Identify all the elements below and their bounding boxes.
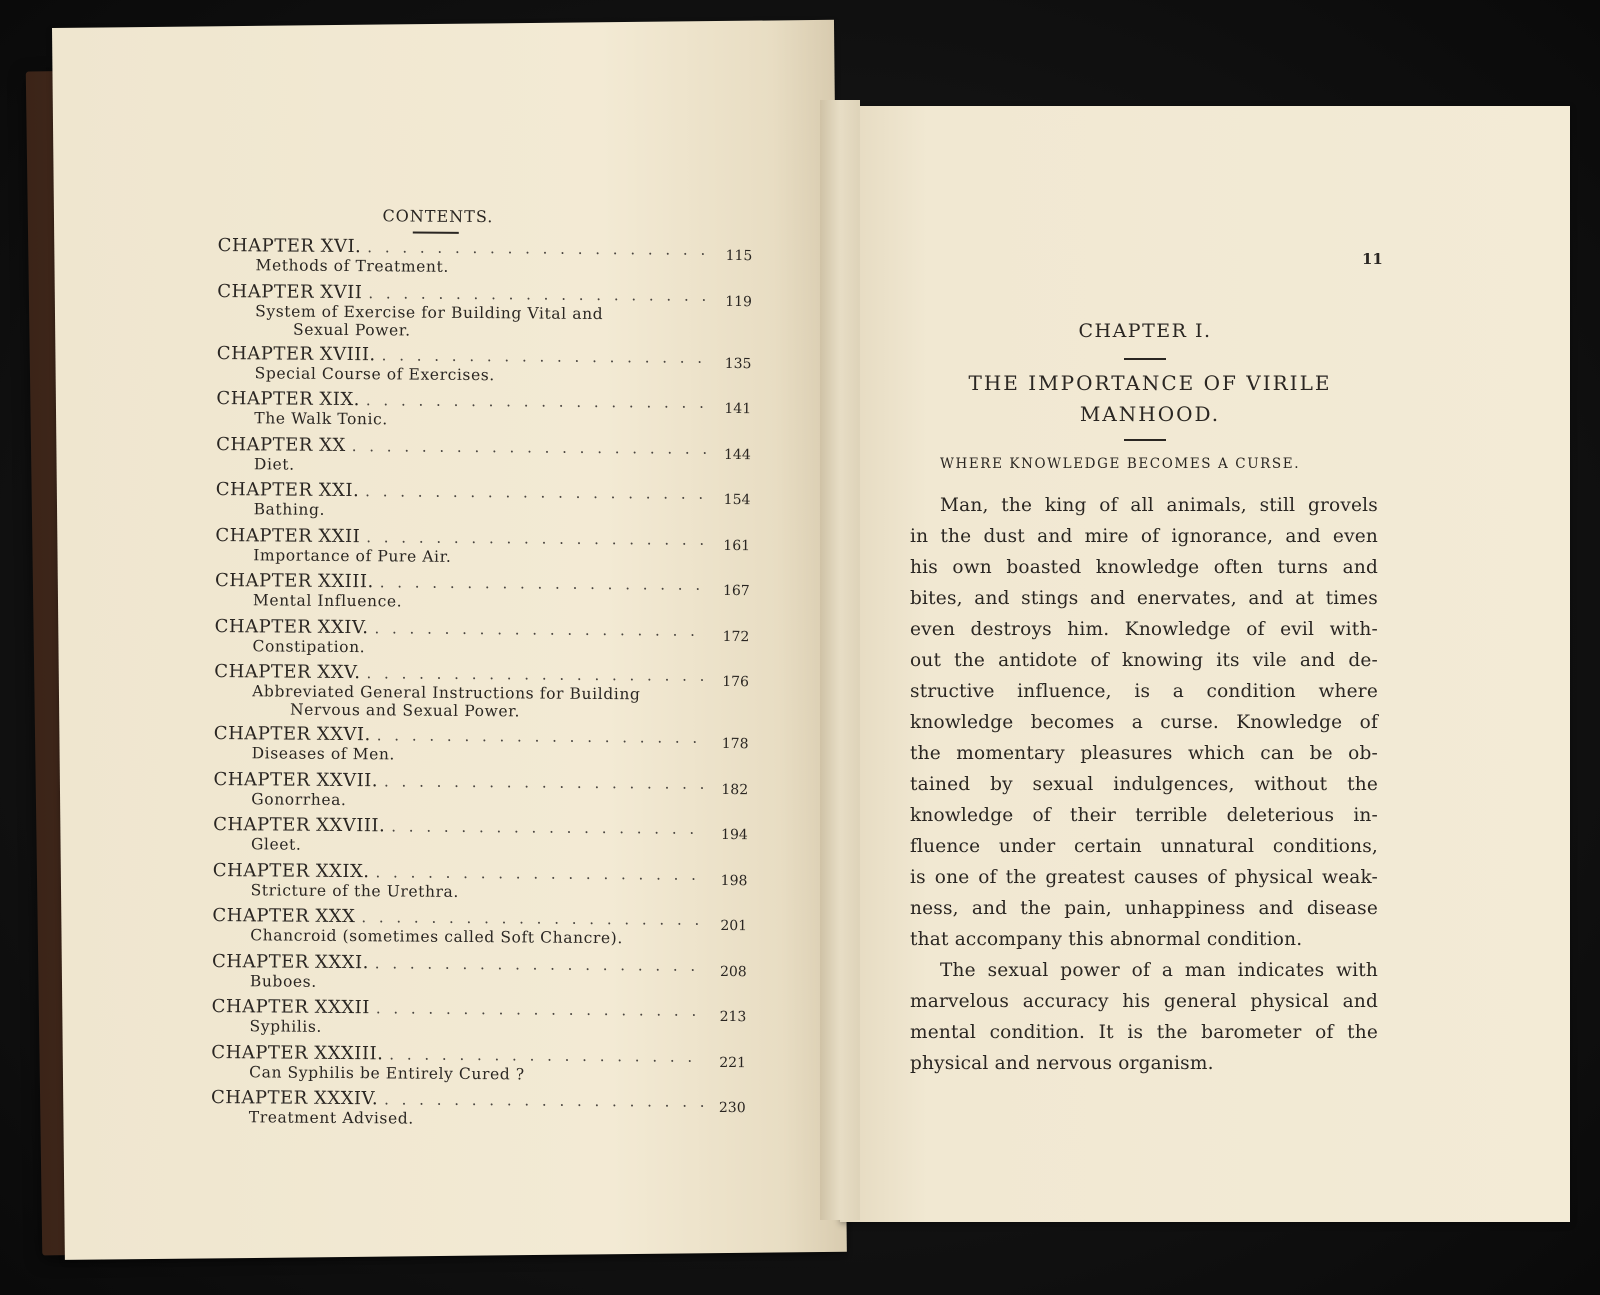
toc-page-number: 230 — [718, 1099, 746, 1117]
toc-entry — [214, 660, 750, 728]
toc-chapter-label: CHAPTER XIX. — [216, 387, 361, 411]
body-line: physical and nervous organism. — [910, 1053, 1214, 1074]
body-line: in the dust and mire of ignorance, and even — [910, 526, 1378, 547]
toc-chapter-label: CHAPTER XVII — [217, 280, 363, 303]
toc-entry — [214, 569, 750, 620]
body-line: out the antidote of knowing its vile and de- — [910, 650, 1378, 671]
toc-chapter-title: Methods of Treatment. — [255, 256, 449, 276]
toc-entry — [216, 433, 751, 483]
toc-chapter-title: Importance of Pure Air. — [253, 545, 452, 566]
toc-chapter-title: Can Syphilis be Entirely Cured ? — [249, 1062, 525, 1083]
body-line: mental condition. It is the barometer of the — [910, 1022, 1378, 1043]
toc-chapter-title: Mental Influence. — [252, 591, 403, 611]
toc-chapter-title: Stricture of the Urethra. — [250, 880, 460, 901]
toc-chapter-title: Gonorrhea. — [251, 789, 347, 809]
body-line: knowledge of their terrible deleterious in- — [910, 805, 1378, 826]
toc-entry — [215, 478, 751, 529]
toc-chapter-label: CHAPTER XXI. — [215, 478, 360, 502]
toc-chapter-title: Diet. — [253, 454, 295, 474]
body-line: structive influence, is a condition where — [910, 681, 1378, 702]
contents-heading: CONTENTS. — [382, 206, 494, 227]
toc-page-number: 178 — [721, 735, 749, 753]
toc-entry — [212, 904, 748, 955]
toc-chapter-title: Syphilis. — [249, 1017, 323, 1036]
body-line: knowledge becomes a curse. Knowledge of — [910, 712, 1378, 733]
toc-entry — [217, 280, 753, 347]
toc-leader-dots — [376, 998, 706, 1021]
toc-page-number: 208 — [719, 963, 747, 980]
toc-chapter-label: CHAPTER XXVI. — [213, 722, 371, 746]
toc-entry — [217, 234, 753, 285]
toc-leader-dots — [366, 390, 711, 413]
heading-rule — [413, 232, 459, 234]
toc-chapter-title: Special Course of Exercises. — [254, 363, 495, 384]
toc-leader-dots — [366, 663, 708, 686]
chapter-title-line: THE IMPORTANCE OF VIRILE — [968, 371, 1332, 395]
toc-chapter-title: Bathing. — [253, 500, 326, 519]
toc-leader-dots — [361, 907, 706, 930]
toc-chapter-label: CHAPTER XXX — [212, 904, 356, 928]
toc-chapter-title: Constipation. — [252, 636, 366, 656]
toc-chapter-label: CHAPTER XXXIV. — [210, 1086, 379, 1110]
body-line: bites, and stings and enervates, and at times — [910, 588, 1378, 609]
title-rule — [1124, 439, 1166, 441]
toc-entry — [215, 524, 751, 574]
toc-entry — [216, 387, 752, 438]
toc-leader-dots — [380, 572, 709, 595]
toc-leader-dots — [391, 816, 707, 838]
toc-leader-dots — [366, 527, 709, 550]
toc-leader-dots — [368, 283, 711, 306]
chapter-title — [920, 368, 1380, 430]
body-line: tained by sexual indulgences, without the — [910, 774, 1378, 795]
table-of-contents — [210, 205, 753, 1137]
toc-list — [210, 234, 753, 1137]
toc-leader-dots — [384, 1089, 705, 1112]
toc-page-number: 194 — [721, 826, 748, 844]
toc-entry — [214, 615, 750, 665]
toc-leader-dots — [375, 862, 706, 885]
toc-chapter-label: CHAPTER XVIII. — [216, 342, 376, 365]
toc-entry — [211, 950, 747, 1000]
body-line: The sexual power of a man indicates with — [940, 960, 1378, 981]
body-line: marvelous accuracy his general physical and — [910, 991, 1378, 1012]
toc-chapter-label: CHAPTER XXVIII. — [213, 813, 386, 837]
toc-chapter-label: CHAPTER XXXIII. — [211, 1041, 384, 1064]
toc-page-number: 198 — [720, 872, 748, 889]
toc-chapter-title: Diseases of Men. — [251, 744, 396, 764]
toc-chapter-title: System of Exercise for Building Vital and — [255, 301, 604, 323]
body-line: is one of the greatest causes of physical weak- — [910, 867, 1378, 888]
toc-chapter-title: Gleet. — [250, 835, 302, 854]
toc-entry — [212, 859, 748, 909]
toc-chapter-label: CHAPTER XXV. — [214, 660, 361, 684]
toc-page-number: 176 — [722, 673, 750, 691]
book-gutter — [820, 100, 860, 1220]
toc-leader-dots — [384, 771, 708, 794]
toc-page-number: 221 — [719, 1054, 747, 1071]
body-text — [910, 490, 1378, 1079]
toc-entry — [213, 722, 749, 773]
toc-chapter-title: Sexual Power. — [292, 320, 411, 340]
toc-page-number: 161 — [723, 537, 751, 554]
toc-leader-dots — [389, 1044, 705, 1066]
toc-chapter-label: CHAPTER XX — [216, 433, 346, 456]
toc-chapter-title: Abbreviated General Instructions for Building — [252, 682, 641, 704]
toc-entry — [211, 995, 747, 1046]
toc-entry — [213, 813, 748, 864]
toc-leader-dots — [365, 481, 710, 504]
toc-leader-dots — [352, 436, 711, 459]
chapter-rule — [1124, 358, 1166, 360]
toc-entry — [211, 1041, 747, 1091]
body-line: the momentary pleasures which can be ob- — [910, 743, 1378, 764]
toc-chapter-title: The Walk Tonic. — [254, 409, 388, 429]
chapter-title-line: MANHOOD. — [1079, 402, 1221, 426]
toc-chapter-label: CHAPTER XXII — [215, 524, 361, 547]
toc-chapter-title: Buboes. — [249, 971, 317, 991]
toc-leader-dots — [374, 618, 708, 641]
toc-chapter-label: CHAPTER XXXI. — [211, 950, 369, 973]
toc-page-number: 135 — [724, 355, 752, 372]
body-line: fluence under certain unnatural conditions, — [910, 836, 1378, 857]
toc-leader-dots — [377, 725, 708, 748]
toc-entry — [210, 1086, 746, 1137]
toc-page-number: 115 — [725, 247, 753, 265]
toc-chapter-label: CHAPTER XXIX. — [212, 859, 370, 882]
toc-leader-dots — [375, 953, 706, 976]
toc-leader-dots — [367, 237, 711, 260]
chapter-heading: CHAPTER I. — [1078, 320, 1212, 342]
toc-entry — [213, 768, 749, 818]
section-subheading: WHERE KNOWLEDGE BECOMES A CURSE. — [940, 456, 1301, 472]
toc-chapter-title: Nervous and Sexual Power. — [289, 700, 521, 721]
toc-chapter-label: CHAPTER XVI. — [217, 234, 362, 258]
toc-chapter-label: CHAPTER XXIV. — [214, 615, 369, 638]
toc-page-number: 119 — [725, 293, 753, 310]
body-line: even destroys him. Knowledge of evil with- — [910, 619, 1378, 640]
toc-entry — [216, 342, 752, 392]
toc-chapter-title: Chancroid (sometimes called Soft Chancre). — [250, 926, 623, 948]
toc-chapter-label: CHAPTER XXVII. — [213, 768, 379, 791]
toc-leader-dots — [382, 345, 711, 368]
toc-page-number: 172 — [722, 628, 750, 645]
page-number: 11 — [1362, 250, 1383, 268]
toc-chapter-title: Treatment Advised. — [248, 1108, 414, 1128]
toc-page-number: 144 — [723, 446, 751, 463]
toc-page-number: 154 — [723, 491, 751, 509]
body-line: that accompany this abnormal condition. — [910, 929, 1303, 950]
toc-chapter-label: CHAPTER XXXII — [211, 995, 370, 1019]
toc-page-number: 167 — [722, 582, 750, 600]
toc-page-number: 201 — [720, 917, 748, 935]
toc-chapter-label: CHAPTER XXIII. — [214, 569, 374, 593]
body-line: his own boasted knowledge often turns and — [910, 557, 1378, 578]
toc-page-number: 141 — [724, 400, 752, 418]
toc-page-number: 182 — [721, 781, 749, 798]
toc-page-number: 213 — [719, 1008, 747, 1026]
body-line: ness, and the pain, unhappiness and disease — [910, 898, 1378, 919]
body-line: Man, the king of all animals, still grovels — [940, 495, 1378, 516]
